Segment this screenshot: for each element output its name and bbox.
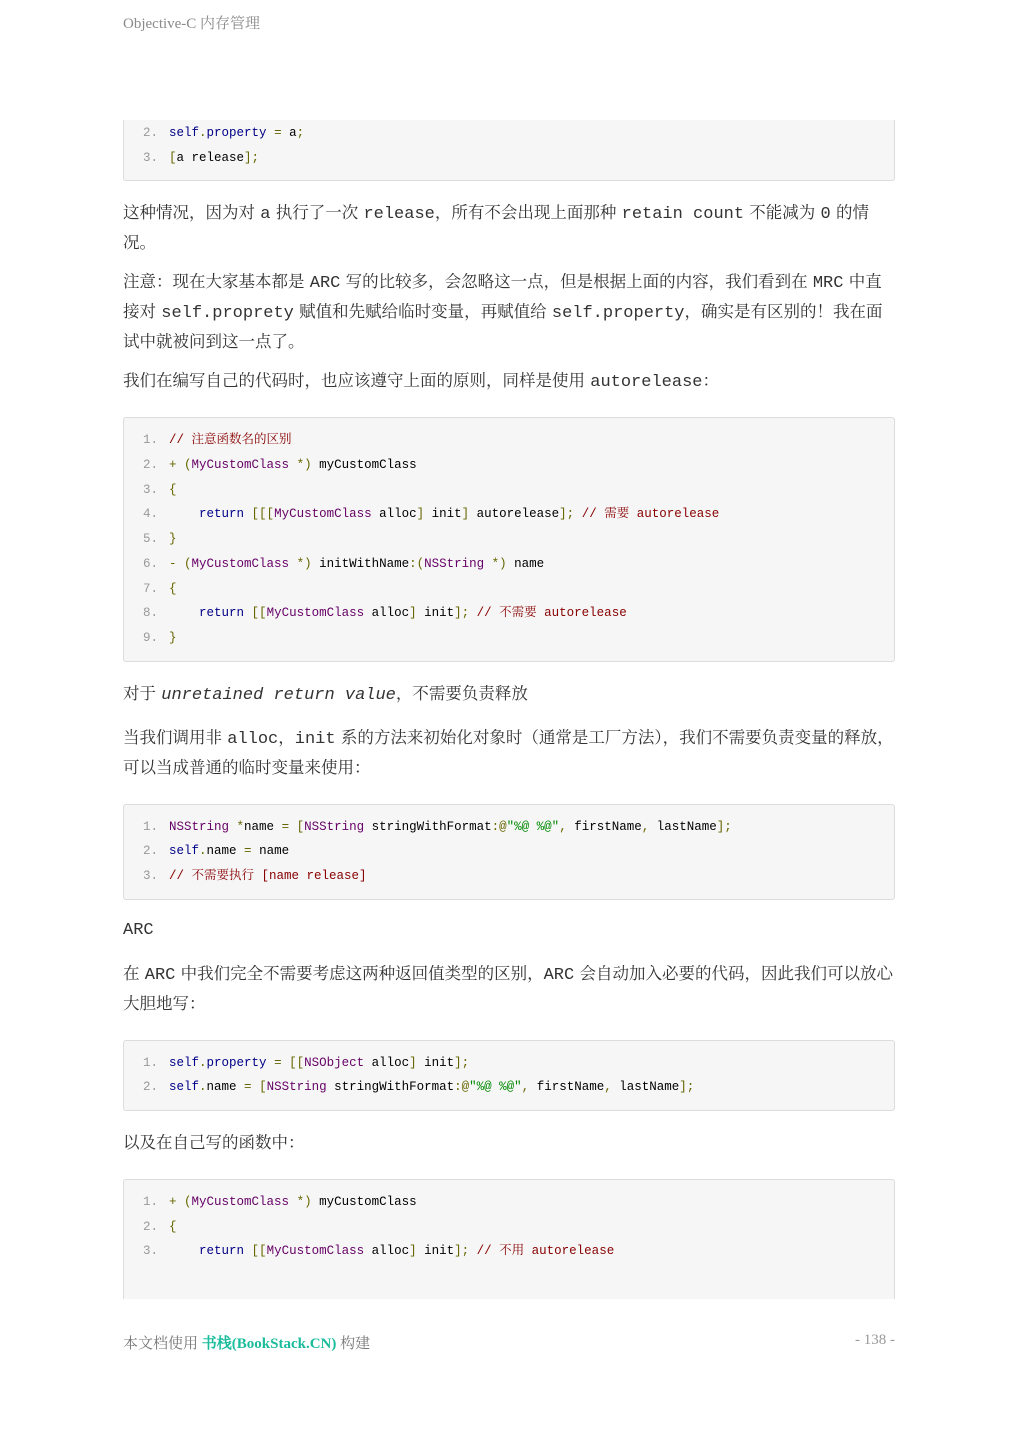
code-token: . bbox=[199, 1055, 207, 1070]
line-number: 4. bbox=[142, 507, 158, 522]
paragraph bbox=[123, 1129, 895, 1157]
code-line bbox=[124, 1051, 894, 1076]
code-token: = bbox=[274, 126, 282, 140]
text-run: ： bbox=[702, 371, 719, 391]
code-token bbox=[267, 126, 275, 140]
text-run: 中直接对 bbox=[123, 272, 882, 322]
inline-code: init bbox=[294, 729, 336, 749]
code-token: = bbox=[244, 1080, 252, 1095]
code-token: MyCustomClass bbox=[266, 606, 365, 621]
code-token: MyCustomClass bbox=[191, 1195, 290, 1209]
code-token: NSObject bbox=[304, 1055, 365, 1070]
text-run: ，所有不会出现上面那种 bbox=[434, 203, 622, 223]
paragraph bbox=[123, 268, 895, 356]
line-number: 6. bbox=[142, 556, 158, 571]
paragraph bbox=[123, 915, 895, 945]
code-token bbox=[289, 820, 297, 834]
text-run: 我们在编写自己的代码时，也应该遵守上面的原则，同样是使用 bbox=[123, 371, 591, 391]
code-token: NSString bbox=[424, 556, 485, 571]
code-token: ] bbox=[409, 1055, 417, 1070]
code-token: a release bbox=[176, 150, 245, 165]
code-token: } bbox=[169, 532, 177, 547]
code-token: alloc bbox=[364, 1244, 410, 1259]
code-token: alloc bbox=[364, 1055, 410, 1070]
code-token: name bbox=[206, 1080, 245, 1095]
code-token: init bbox=[416, 1055, 455, 1070]
code-token: init bbox=[424, 507, 462, 522]
code-token: ]; bbox=[454, 606, 470, 621]
code-token: self bbox=[169, 1055, 200, 1070]
code-token bbox=[289, 458, 297, 472]
code-token: MyCustomClass bbox=[191, 458, 290, 473]
inline-code: a bbox=[260, 205, 271, 225]
footer-prefix: 本文档使用 bbox=[123, 1336, 202, 1352]
code-block bbox=[123, 417, 895, 661]
code-token: *) bbox=[296, 556, 312, 571]
code-token: , bbox=[641, 819, 650, 834]
text-run: 写的比较多，会忽略这一点，但是根据上面的内容，我们看到在 bbox=[340, 272, 813, 292]
code-token: ]; bbox=[244, 150, 260, 165]
code-token bbox=[289, 557, 297, 571]
line-number: 1. bbox=[142, 433, 158, 448]
line-number: 3. bbox=[142, 482, 158, 497]
code-token: myCustomClass bbox=[311, 1195, 417, 1209]
code-token: { bbox=[169, 581, 177, 596]
text-run: 这种情况，因为对 bbox=[123, 203, 261, 223]
footer-credit bbox=[123, 1332, 370, 1353]
line-number: 1. bbox=[142, 1195, 158, 1209]
text-run: 系的方法来初始化对象时（通常是工厂方法），我们不需要负责变量的释放，可以当成普通的临时变量来使用： bbox=[123, 727, 894, 777]
inline-code: release bbox=[363, 205, 435, 225]
line-number: 2. bbox=[142, 458, 158, 473]
code-token: lastName bbox=[649, 819, 717, 834]
code-token: ] bbox=[409, 1244, 417, 1259]
line-number: 8. bbox=[142, 606, 158, 621]
code-line bbox=[124, 552, 894, 577]
document-content bbox=[123, 120, 895, 1318]
inline-code-italic: unretained return value bbox=[161, 685, 396, 705]
code-token: *) bbox=[296, 458, 312, 473]
code-token: ]; bbox=[454, 1055, 470, 1070]
code-token: property bbox=[206, 1055, 267, 1070]
line-number: 5. bbox=[142, 532, 158, 547]
code-token: NSString bbox=[304, 819, 365, 834]
code-token: return bbox=[199, 507, 245, 522]
code-token bbox=[267, 1056, 275, 1070]
code-token: stringWithFormat bbox=[364, 819, 492, 834]
code-token: ] bbox=[416, 507, 425, 522]
code-token: // 不需要执行 [name release] bbox=[169, 868, 367, 883]
text-run: 对于 bbox=[123, 683, 162, 703]
code-token: :( bbox=[409, 556, 425, 571]
code-block bbox=[123, 1040, 895, 1111]
code-line bbox=[124, 815, 894, 840]
code-token: // 注意函数名的区别 bbox=[169, 433, 292, 448]
code-token: MyCustomClass bbox=[274, 507, 372, 522]
code-token: { bbox=[169, 482, 177, 497]
paragraph bbox=[123, 960, 895, 1018]
code-line bbox=[124, 1075, 894, 1100]
code-line bbox=[124, 1239, 894, 1264]
code-token: MyCustomClass bbox=[191, 556, 290, 571]
code-token: myCustomClass bbox=[311, 458, 417, 473]
code-token: return bbox=[199, 606, 245, 621]
inline-code: ARC bbox=[123, 920, 154, 940]
code-token: *) bbox=[296, 1195, 312, 1209]
code-token bbox=[169, 606, 199, 620]
inline-code: ARC bbox=[543, 965, 575, 985]
code-token bbox=[252, 1080, 260, 1094]
page-number: - 138 - bbox=[855, 1332, 895, 1348]
code-token: . bbox=[199, 126, 207, 140]
inline-code: ARC bbox=[309, 274, 341, 294]
code-token: name bbox=[251, 844, 290, 859]
text-run: 执行了一次 bbox=[270, 203, 364, 223]
line-number: 3. bbox=[142, 150, 158, 165]
text-run: 会自动加入必要的代码，因此我们可以放心大胆地写： bbox=[123, 963, 893, 1013]
code-token: [ bbox=[296, 819, 305, 834]
code-token: [[[ bbox=[251, 507, 275, 522]
code-token bbox=[244, 507, 252, 521]
code-token: alloc bbox=[371, 507, 417, 522]
inline-code: alloc bbox=[227, 729, 279, 749]
code-token: init bbox=[416, 1244, 455, 1259]
text-run: 的情况。 bbox=[123, 203, 869, 253]
code-token: :@ bbox=[491, 819, 507, 834]
code-block bbox=[123, 804, 895, 900]
line-number: 3. bbox=[142, 1244, 158, 1259]
footer-suffix: 构建 bbox=[336, 1336, 371, 1352]
code-token: ]; bbox=[454, 1244, 470, 1259]
paragraph bbox=[123, 199, 895, 257]
code-token bbox=[469, 606, 477, 620]
code-token: = bbox=[244, 844, 252, 859]
code-token: // 不需要 autorelease bbox=[476, 606, 627, 621]
line-number: 2. bbox=[142, 1219, 158, 1234]
code-token: name bbox=[244, 819, 282, 834]
code-token bbox=[229, 820, 237, 834]
code-token: . bbox=[199, 1080, 207, 1095]
code-token bbox=[469, 1244, 477, 1258]
code-token: , bbox=[604, 1080, 612, 1095]
code-token: return bbox=[199, 1244, 245, 1259]
text-run: ，确实是有区别的！我在面试中就被问到这一点了。 bbox=[123, 302, 883, 352]
text-run: 当我们调用非 bbox=[123, 727, 228, 747]
code-token: property bbox=[206, 126, 267, 140]
line-number: 1. bbox=[142, 819, 158, 834]
code-token bbox=[289, 1195, 297, 1209]
inline-code: ARC bbox=[144, 965, 176, 985]
code-token bbox=[169, 1244, 199, 1258]
code-token: + ( bbox=[169, 1195, 192, 1209]
code-token: name bbox=[206, 844, 245, 859]
code-line bbox=[124, 577, 894, 602]
footer-brand-link[interactable]: 书栈(BookStack.CN) bbox=[201, 1336, 337, 1352]
code-token: ]; bbox=[679, 1080, 695, 1095]
code-block bbox=[123, 120, 895, 181]
text-run: 注意：现在大家基本都是 bbox=[123, 272, 310, 292]
code-token: [[ bbox=[251, 606, 267, 621]
code-token: // 不用 autorelease bbox=[476, 1244, 615, 1259]
paragraph bbox=[123, 680, 895, 710]
text-run: 赋值和先赋给临时变量，再赋值给 bbox=[293, 302, 552, 322]
paragraph bbox=[123, 367, 895, 397]
line-number: 3. bbox=[142, 868, 158, 883]
code-token: "%@ %@" bbox=[469, 1080, 522, 1095]
code-token: name bbox=[506, 556, 545, 571]
code-token: [ bbox=[259, 1080, 267, 1095]
code-token: - ( bbox=[169, 556, 192, 571]
code-token: ] bbox=[461, 507, 470, 522]
code-line bbox=[124, 1190, 894, 1215]
code-token: lastName bbox=[611, 1080, 680, 1095]
paragraph bbox=[123, 724, 895, 782]
code-token: self bbox=[169, 844, 200, 859]
code-token bbox=[244, 1244, 252, 1258]
code-line bbox=[124, 146, 894, 171]
code-token: firstName bbox=[529, 1080, 605, 1095]
code-token: MyCustomClass bbox=[266, 1244, 365, 1259]
code-token: self bbox=[169, 126, 200, 140]
code-token bbox=[484, 557, 492, 571]
code-line bbox=[124, 839, 894, 864]
code-token: { bbox=[169, 1219, 177, 1234]
code-token: initWithName bbox=[311, 556, 410, 571]
inline-code: self.property bbox=[551, 304, 685, 324]
code-token: "%@ %@" bbox=[506, 819, 560, 834]
code-line bbox=[124, 121, 894, 146]
code-token: firstName bbox=[566, 819, 642, 834]
code-token: . bbox=[199, 844, 207, 859]
inline-code: self.proprety bbox=[161, 304, 294, 324]
code-token: , bbox=[521, 1080, 530, 1095]
code-token: [[ bbox=[251, 1244, 267, 1259]
inline-code: retain count bbox=[621, 205, 745, 225]
code-token: // 需要 autorelease bbox=[581, 507, 720, 522]
code-token: autorelease bbox=[469, 507, 560, 522]
code-line bbox=[124, 478, 894, 503]
inline-code: MRC bbox=[812, 274, 844, 294]
code-token bbox=[282, 1056, 290, 1070]
code-token: ; bbox=[296, 126, 305, 140]
line-number: 9. bbox=[142, 630, 158, 645]
line-number: 7. bbox=[142, 581, 158, 596]
code-token: } bbox=[169, 630, 177, 645]
code-line bbox=[124, 626, 894, 651]
code-token: ] bbox=[409, 606, 417, 621]
code-token: [ bbox=[169, 150, 177, 165]
code-token: + ( bbox=[169, 458, 192, 473]
code-token: :@ bbox=[454, 1080, 470, 1095]
text-run: ，不需要负责释放 bbox=[395, 683, 528, 703]
line-number: 1. bbox=[142, 1055, 158, 1070]
inline-code: 0 bbox=[820, 205, 831, 225]
code-line bbox=[124, 864, 894, 889]
code-token: ]; bbox=[559, 507, 575, 522]
text-run: 在 bbox=[123, 963, 145, 983]
code-token: *) bbox=[491, 556, 507, 571]
code-token: ]; bbox=[716, 819, 732, 834]
code-token: * bbox=[236, 819, 245, 834]
code-token: self bbox=[169, 1080, 200, 1095]
code-line bbox=[124, 428, 894, 453]
code-token: init bbox=[416, 606, 455, 621]
code-line bbox=[124, 601, 894, 626]
code-token: alloc bbox=[364, 606, 410, 621]
code-line bbox=[124, 453, 894, 478]
code-token bbox=[244, 606, 252, 620]
code-token: a bbox=[281, 126, 297, 140]
code-line bbox=[124, 502, 894, 527]
page-header-title: Objective-C 内存管理 bbox=[123, 16, 261, 32]
code-token: NSString bbox=[169, 819, 230, 834]
line-number: 2. bbox=[142, 844, 158, 859]
code-token: stringWithFormat bbox=[326, 1080, 455, 1095]
line-number: 2. bbox=[142, 126, 158, 140]
code-token: [[ bbox=[289, 1055, 305, 1070]
code-token: , bbox=[559, 819, 567, 834]
code-token bbox=[574, 507, 582, 521]
text-run: 以及在自己写的函数中： bbox=[123, 1133, 305, 1152]
text-run: 中我们完全不需要考虑这两种返回值类型的区别， bbox=[175, 963, 544, 983]
code-line bbox=[124, 1215, 894, 1240]
code-token bbox=[169, 507, 199, 521]
text-run: 不能减为 bbox=[744, 203, 821, 223]
code-line bbox=[124, 527, 894, 552]
text-run: ， bbox=[278, 727, 295, 747]
code-token: = bbox=[281, 819, 290, 834]
code-token: NSString bbox=[266, 1080, 327, 1095]
line-number: 2. bbox=[142, 1080, 158, 1095]
inline-code: autorelease bbox=[590, 373, 703, 393]
code-token: = bbox=[274, 1055, 282, 1070]
code-block bbox=[123, 1179, 895, 1299]
